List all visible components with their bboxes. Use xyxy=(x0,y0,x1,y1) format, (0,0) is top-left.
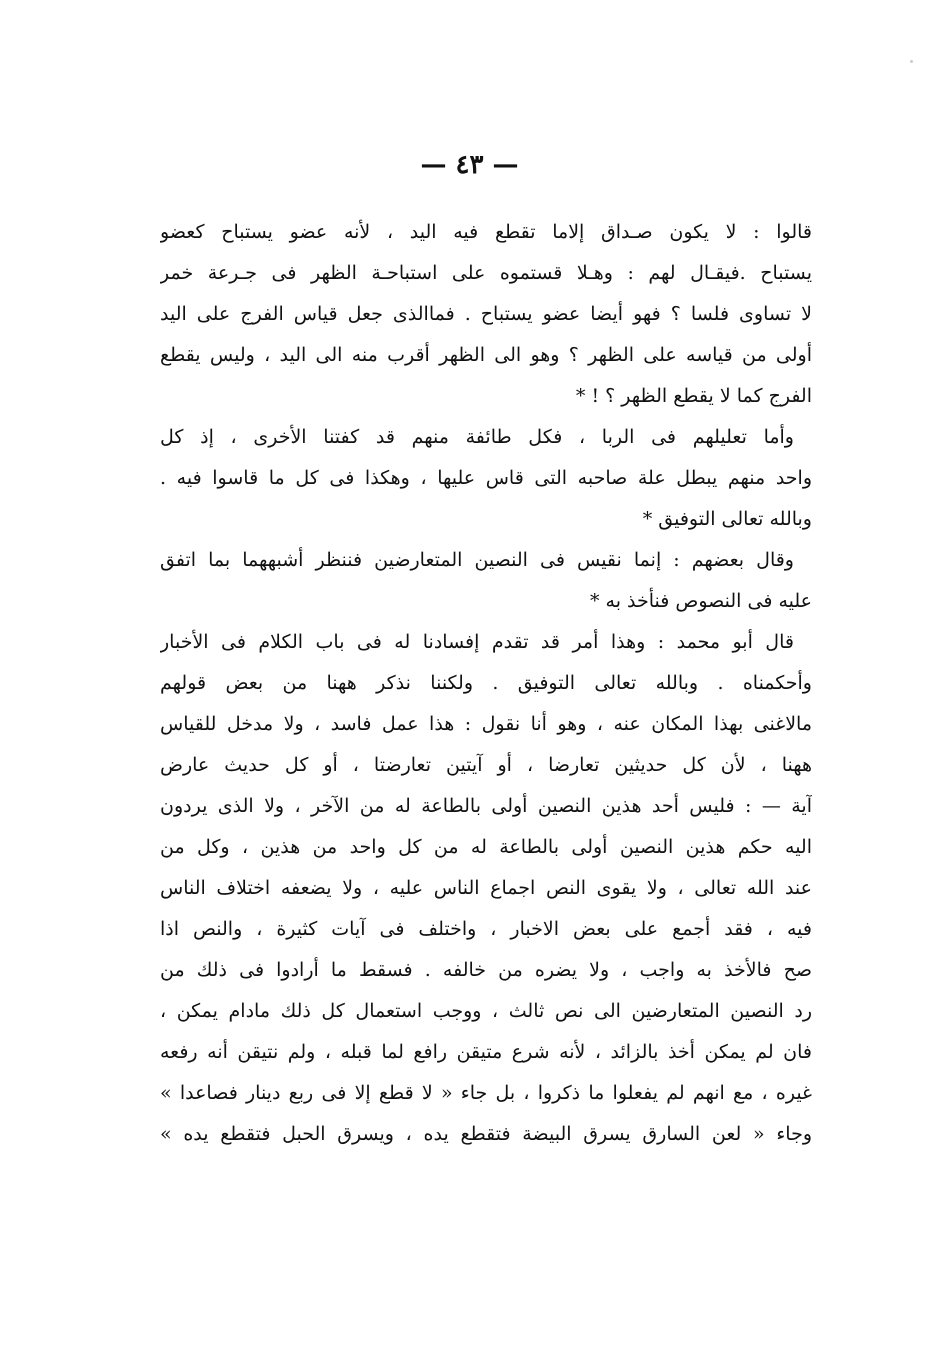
page-edge-mark xyxy=(910,60,913,63)
text-line: عليه فى النصوص فنأخذ به * xyxy=(589,590,812,612)
text-line: واحد منهم يبطل علة صاحبه التى قاس عليها ، وهكذا فى كل ما قاسوا فيه . xyxy=(160,467,812,489)
text-line: ههنا ، لأن كل حديثين تعارضا ، أو آيتين تعارضتا ، أو كل حديث عارض xyxy=(160,754,812,776)
paragraph-start-line: قال أبو محمد : وهذا أمر قد تقدم إفسادنا له فى باب الكلام فى الأخبار xyxy=(160,631,794,653)
text-line: الفرج كما لا يقطع الظهر ؟ ! * xyxy=(575,385,812,407)
text-line: رد النصين المتعارضين الى نص ثالث ، ووجب استعمال كل ذلك مادام يمكن ، xyxy=(160,1000,812,1022)
text-line: أولى من قياسه على الظهر ؟ وهو الى الظهر أقرب منه الى اليد ، وليس يقطع xyxy=(160,344,812,366)
text-line: فان لم يمكن أخذ بالزائد ، لأنه شرع متيقن رافع لما قبله ، ولم نتيقن أنه رفعه xyxy=(160,1041,812,1063)
body-text xyxy=(160,212,812,1155)
text-line: لا تساوى فلسا ؟ فهو أيضا عضو يستباح . فماالذى جعل قياس الفرج على اليد xyxy=(160,303,812,325)
text-line: آية — : فليس أحد هذين النصين أولى بالطاعة له من الآخر ، ولا الذى يردون xyxy=(160,795,812,817)
text-line: عند الله تعالى ، ولا يقوى النص اجماع الناس عليه ، ولا يضعفه اختلاف الناس xyxy=(160,877,812,899)
text-line: قالوا : لا يكون صـداق إلاما تقطع فيه اليد ، لأنه عضو يستباح كعضو xyxy=(160,221,812,243)
text-line: فيه ، فقد أجمع على بعض الاخبار ، واختلف فى آيات كثيرة ، والنص اذا xyxy=(160,918,812,940)
text-line: اليه حكم هذين النصين أولى بالطاعة له من كل واحد من هذين ، وكل من xyxy=(160,836,812,858)
text-line: وأحكمناه . وبالله تعالى التوفيق . ولكننا نذكر ههنا من بعض قولهم xyxy=(160,672,812,694)
paragraph-start-line: وأما تعليلهم فى الربا ، فكل طائفة منهم قد كفتنا الأخرى ، إذ كل xyxy=(160,426,794,448)
text-line: وجاء « لعن السارق يسرق البيضة فتقطع يده ، ويسرق الحبل فتقطع يده » xyxy=(160,1123,812,1145)
text-line: مالاغنى بهذا المكان عنه ، وهو أنا نقول : هذا عمل فاسد ، ولا مدخل للقياس xyxy=(160,713,812,735)
paragraph-start-line: وقال بعضهم : إنما نقيس فى النصين المتعارضين فننظر أشبههما بما اتفق xyxy=(160,549,794,571)
text-line: غيره ، مع انهم لم يفعلوا ما ذكروا ، بل جاء « لا قطع إلا فى ربع دينار فصاعدا » xyxy=(160,1082,812,1104)
text-line: وبالله تعالى التوفيق * xyxy=(642,508,812,530)
text-line: يستباح .فيقـال لهم : وهـلا قستموه على استباحـة الظهر فى جـرعة خمر xyxy=(160,262,812,284)
text-line: صح فالأخذ به واجب ، ولا يضره من خالفه . فسقط ما أرادوا فى ذلك من xyxy=(160,959,812,981)
page-number: — ٤٣ — xyxy=(420,150,519,180)
